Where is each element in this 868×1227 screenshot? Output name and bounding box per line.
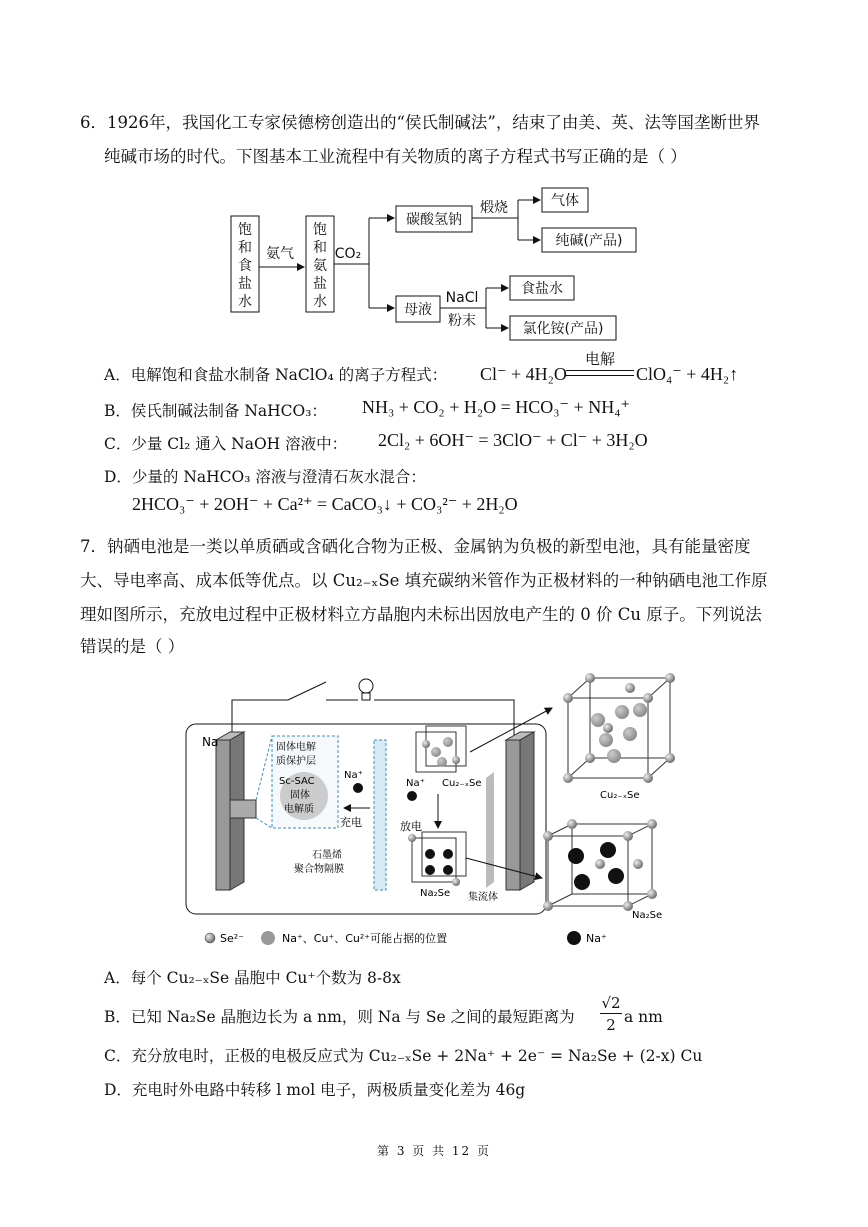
inset-label: Sc-SAC bbox=[279, 776, 315, 787]
flow-ammonia-label: 氨气 bbox=[266, 246, 294, 262]
inset-label: 固体电解 bbox=[276, 742, 316, 753]
discharge-label: 放电 bbox=[400, 820, 422, 833]
q6-option-d-text: D．少量的 NaHCO₃ 溶液与澄清石灰水混合： bbox=[104, 468, 426, 486]
flow-box1-char: 和 bbox=[238, 240, 252, 256]
cu2xse-label: Cu₂₋ₓSe bbox=[442, 778, 482, 789]
flow-box2-char: 水 bbox=[313, 294, 327, 310]
flow-nacl-label: NaCl bbox=[445, 290, 479, 306]
q6-option-a-eq-right: ClO₄⁻ + 4H₂↑ bbox=[636, 364, 739, 384]
q7-option-b-post: a nm bbox=[624, 1008, 663, 1026]
right-na2se-label: Na₂Se bbox=[632, 910, 663, 921]
q6-stem-line2: 纯碱市场的时代。下图基本工业流程中有关物质的离子方程式书写正确的是（ ） bbox=[104, 147, 687, 166]
small-na-ion: Na⁺ bbox=[406, 778, 425, 789]
inset-label: 电解质 bbox=[284, 804, 314, 815]
flow-nh4cl-label: 氯化铵(产品) bbox=[522, 321, 604, 337]
q6-option-c-eq: 2Cl₂ + 6OH⁻ = 3ClO⁻ + Cl⁻ + 3H₂O bbox=[378, 430, 648, 450]
flow-brine-label: 食盐水 bbox=[521, 281, 563, 297]
flow-box1-char: 水 bbox=[238, 294, 252, 310]
flow-box2-char: 和 bbox=[313, 240, 327, 256]
q7-stem-line1: 7．钠硒电池是一类以单质硒或含硒化合物为正极、金属钠为负极的新型电池，具有能量密度 bbox=[80, 537, 751, 556]
flow-calcine-label: 煅烧 bbox=[480, 200, 508, 216]
q6-option-b-text: B．侯氏制碱法制备 NaHCO₃： bbox=[104, 402, 327, 420]
flow-soda-label: 纯碱(产品) bbox=[555, 233, 623, 249]
flow-nahco3-label: 碳酸氢钠 bbox=[406, 212, 462, 228]
na-electrode-label: Na bbox=[202, 735, 219, 749]
q6-option-b-eq: NH₃ + CO₂ + H₂O = HCO₃⁻ + NH₄⁺ bbox=[362, 397, 630, 417]
flow-box1-char: 盐 bbox=[238, 276, 252, 292]
q6-option-a-text: A．电解饱和食盐水制备 NaClO₄ 的离子方程式： bbox=[104, 366, 448, 384]
legend-sites-marker bbox=[261, 931, 275, 945]
flow-mother-label: 母液 bbox=[404, 302, 432, 318]
cathode-electrode bbox=[506, 740, 520, 890]
q6-flow-diagram bbox=[228, 184, 648, 344]
large-crystal-na2se bbox=[543, 819, 657, 911]
q6-option-d-eq: 2HCO₃⁻ + 2OH⁻ + Ca²⁺ = CaCO₃↓ + CO₃²⁻ + 2H₂O bbox=[132, 494, 518, 514]
separator-label: 聚合物隔膜 bbox=[294, 864, 344, 875]
collector-label: 集流体 bbox=[468, 892, 498, 903]
flow-box2-char: 氨 bbox=[313, 258, 327, 274]
q6-stem-line1: 6．1926年，我国化工专家侯德榜创造出的“侯氏制碱法”，结束了由美、英、法等国垄断世界 bbox=[80, 113, 760, 132]
q7-option-b-denominator: 2 bbox=[606, 1016, 616, 1034]
legend-sites-label: Na⁺、Cu⁺、Cu²⁺可能占据的位置 bbox=[282, 932, 448, 945]
legend-na-marker bbox=[567, 931, 581, 945]
q7-option-b-numerator: √2 bbox=[601, 994, 621, 1012]
flow-powder-label: 粉末 bbox=[448, 313, 476, 329]
large-crystal-cu2xse bbox=[563, 673, 675, 783]
q6-option-a-equals bbox=[566, 370, 634, 376]
legend-se-marker bbox=[205, 933, 215, 943]
na-ion bbox=[353, 783, 363, 793]
flow-box1-char: 食 bbox=[238, 258, 252, 274]
q6-option-a-condition: 电解 bbox=[584, 350, 615, 368]
right-cu2xse-label: Cu₂₋ₓSe bbox=[600, 790, 640, 801]
q7-stem-line2: 大、导电率高、成本低等优点。以 Cu₂₋ₓSe 填充碳纳米管作为正极材料的一种钠硒电池工作原 bbox=[80, 571, 768, 590]
charge-label: 充电 bbox=[340, 816, 362, 829]
na-ion-label: Na⁺ bbox=[344, 770, 363, 781]
inset-label: 固体 bbox=[290, 790, 310, 801]
q7-battery-diagram bbox=[180, 668, 700, 952]
inset-label: 质保护层 bbox=[276, 756, 316, 767]
flow-gas-label: 气体 bbox=[551, 193, 579, 209]
q7-stem-line3: 理如图所示，充放电过程中正极材料立方晶胞内未标出因放电产生的 0 价 Cu 原子。下列说法 bbox=[80, 605, 762, 624]
na-ion-2 bbox=[407, 791, 417, 801]
q7-option-c: C．充分放电时，正极的电极反应式为 Cu₂₋ₓSe + 2Na⁺ + 2e⁻ = Na₂Se + (2-x) Cu bbox=[104, 1047, 703, 1065]
flow-box1-char: 饱 bbox=[238, 222, 252, 238]
q7-option-b-pre: B．已知 Na₂Se 晶胞边长为 a nm，则 Na 与 Se 之间的最短距离为 bbox=[104, 1008, 575, 1026]
legend-se-label: Se²⁻ bbox=[220, 932, 244, 945]
separator bbox=[374, 740, 386, 890]
q7-option-d: D．充电时外电路中转移 l mol 电子，两极质量变化差为 46g bbox=[104, 1081, 526, 1099]
na-electrode bbox=[216, 740, 230, 890]
q7-option-b-fraction-bar bbox=[600, 1013, 622, 1014]
q6-option-a-eq-left: Cl⁻ + 4H₂O bbox=[480, 364, 567, 384]
q6-option-c-text: C．少量 Cl₂ 通入 NaOH 溶液中： bbox=[104, 435, 348, 453]
legend-na-label: Na⁺ bbox=[586, 932, 607, 945]
bulb-icon bbox=[359, 679, 373, 693]
na2se-label: Na₂Se bbox=[420, 888, 451, 899]
q7-stem-line4: 错误的是（ ） bbox=[80, 637, 185, 656]
flow-box2-char: 盐 bbox=[313, 276, 327, 292]
q7-option-a: A．每个 Cu₂₋ₓSe 晶胞中 Cu⁺个数为 8-8x bbox=[104, 969, 401, 987]
flow-box2-char: 饱 bbox=[313, 222, 327, 238]
switch bbox=[288, 682, 326, 700]
separator-label: 石墨烯 bbox=[312, 850, 342, 861]
flow-co2-label: CO₂ bbox=[334, 246, 362, 262]
page-footer: 第 3 页 共 12 页 bbox=[377, 1144, 491, 1158]
